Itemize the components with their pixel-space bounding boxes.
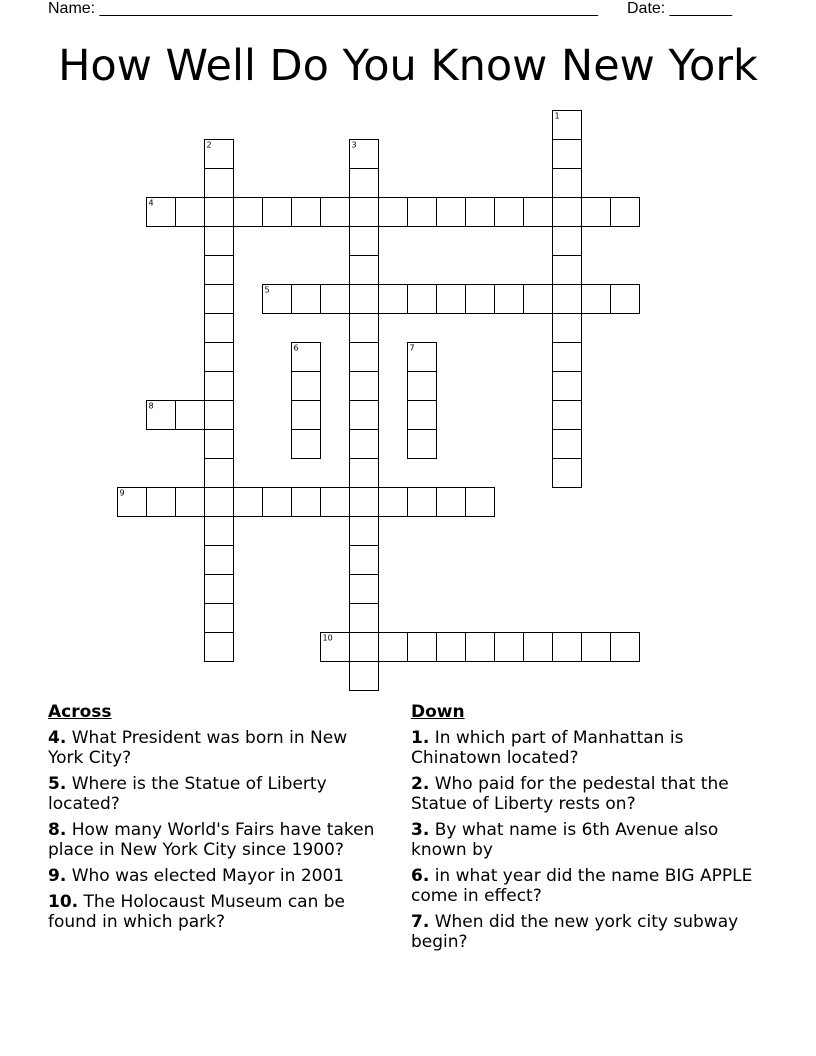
clue-number: 3.	[411, 820, 430, 840]
grid-cell[interactable]	[350, 662, 379, 691]
grid-cell[interactable]	[466, 198, 495, 227]
grid-cell[interactable]	[205, 256, 234, 285]
grid-cell[interactable]	[553, 633, 582, 662]
across-clue	[48, 728, 386, 768]
grid-cell[interactable]	[495, 633, 524, 662]
clue-text: When did the new york city subway begin?	[411, 912, 739, 952]
grid-cell[interactable]	[350, 575, 379, 604]
grid-cell[interactable]	[379, 285, 408, 314]
grid-cell[interactable]	[292, 285, 321, 314]
grid-cell[interactable]	[292, 430, 321, 459]
grid-cell[interactable]	[263, 198, 292, 227]
across-clue	[48, 774, 386, 814]
clue-number: 10.	[48, 892, 79, 912]
grid-cell-number: 3	[351, 140, 357, 150]
grid-cell-number: 10	[322, 633, 333, 643]
clue-text: in what year did the name BIG APPLE come in effect?	[411, 866, 753, 906]
grid-cell[interactable]	[263, 488, 292, 517]
grid-cell[interactable]	[205, 604, 234, 633]
grid-cell[interactable]	[553, 140, 582, 169]
grid-cell[interactable]	[553, 372, 582, 401]
grid-cell-number: 4	[148, 198, 154, 208]
grid-cell[interactable]	[379, 198, 408, 227]
grid-cell[interactable]	[611, 285, 640, 314]
grid-cell[interactable]	[553, 198, 582, 227]
across-heading: Across	[48, 702, 112, 722]
grid-cell[interactable]	[350, 546, 379, 575]
grid-cell[interactable]	[205, 517, 234, 546]
grid-cell[interactable]	[466, 633, 495, 662]
clue-number: 4.	[48, 728, 67, 748]
clue-text: By what name is 6th Avenue also known by	[411, 820, 719, 860]
grid-cell[interactable]	[553, 227, 582, 256]
grid-cell[interactable]	[524, 198, 553, 227]
grid-cell[interactable]	[408, 401, 437, 430]
grid-cell-number: 6	[293, 343, 299, 353]
across-clues	[48, 702, 386, 938]
grid-cell[interactable]	[205, 459, 234, 488]
clue-number: 1.	[411, 728, 430, 748]
grid-cell[interactable]	[350, 198, 379, 227]
grid-cell[interactable]	[611, 198, 640, 227]
clue-text: How many World's Fairs have taken place in New York City since 1900?	[48, 820, 375, 860]
clue-number: 6.	[411, 866, 430, 886]
grid-cell[interactable]	[176, 401, 205, 430]
grid-cell[interactable]	[205, 575, 234, 604]
grid-cell[interactable]	[205, 401, 234, 430]
grid-cell[interactable]	[524, 285, 553, 314]
grid-cell[interactable]	[582, 633, 611, 662]
grid-cell[interactable]	[379, 488, 408, 517]
grid-cell[interactable]	[234, 488, 263, 517]
grid-cell[interactable]	[553, 459, 582, 488]
grid-cell[interactable]	[321, 198, 350, 227]
grid-cell[interactable]	[350, 256, 379, 285]
date-field-label: Date: _______	[627, 0, 732, 17]
grid-cell[interactable]	[524, 633, 553, 662]
grid-cell[interactable]	[350, 285, 379, 314]
grid-cell-number: 5	[264, 285, 270, 295]
grid-cell[interactable]	[611, 633, 640, 662]
down-clue	[411, 866, 761, 906]
grid-cell[interactable]	[408, 430, 437, 459]
grid-cell[interactable]	[205, 372, 234, 401]
clue-number: 5.	[48, 774, 67, 794]
grid-cell[interactable]	[582, 198, 611, 227]
grid-cell[interactable]	[205, 633, 234, 662]
grid-cell[interactable]	[350, 372, 379, 401]
grid-cell[interactable]	[205, 430, 234, 459]
grid-cell[interactable]	[466, 488, 495, 517]
grid-cell-number: 7	[409, 343, 415, 353]
clue-number: 7.	[411, 912, 430, 932]
down-clue	[411, 912, 761, 952]
grid-cell[interactable]	[205, 546, 234, 575]
grid-cell[interactable]	[408, 285, 437, 314]
down-clue-list	[411, 728, 761, 952]
across-clue	[48, 866, 386, 886]
grid-cell[interactable]	[176, 488, 205, 517]
grid-cell[interactable]	[205, 227, 234, 256]
grid-cell[interactable]	[553, 430, 582, 459]
grid-cell[interactable]	[147, 488, 176, 517]
grid-cell[interactable]	[437, 198, 466, 227]
grid-cell[interactable]	[205, 285, 234, 314]
grid-cell[interactable]	[292, 198, 321, 227]
grid-cell[interactable]	[350, 459, 379, 488]
name-field-label: Name: ________________________________________________________	[48, 0, 598, 17]
grid-cell[interactable]	[437, 633, 466, 662]
grid-cell[interactable]	[437, 285, 466, 314]
grid-cell[interactable]	[582, 285, 611, 314]
clue-text: Who was elected Mayor in 2001	[66, 866, 345, 886]
grid-cell[interactable]	[205, 314, 234, 343]
grid-cell[interactable]	[437, 488, 466, 517]
grid-cell[interactable]	[350, 604, 379, 633]
grid-cell[interactable]	[350, 401, 379, 430]
grid-cell[interactable]	[408, 198, 437, 227]
grid-cell[interactable]	[350, 314, 379, 343]
grid-cell[interactable]	[350, 343, 379, 372]
across-clue	[48, 892, 386, 932]
grid-cell[interactable]	[234, 198, 263, 227]
clue-text: The Holocaust Museum can be found in which park?	[48, 892, 346, 932]
down-clue	[411, 774, 761, 814]
down-clue	[411, 728, 761, 768]
clue-number: 8.	[48, 820, 67, 840]
clue-text: What President was born in New York City?	[48, 728, 348, 768]
grid-cell[interactable]	[408, 633, 437, 662]
grid-cell-number: 1	[554, 111, 560, 121]
grid-cell[interactable]	[292, 488, 321, 517]
grid-cell[interactable]	[205, 169, 234, 198]
grid-cell[interactable]	[205, 198, 234, 227]
clue-text: In which part of Manhattan is Chinatown located?	[411, 728, 684, 768]
page-title: How Well Do You Know New York	[58, 41, 758, 91]
grid-cell[interactable]	[553, 343, 582, 372]
grid-cell[interactable]	[350, 227, 379, 256]
grid-cell[interactable]	[205, 488, 234, 517]
clue-number: 9.	[48, 866, 67, 886]
grid-cell[interactable]	[292, 401, 321, 430]
across-clue-list	[48, 728, 386, 932]
grid-cell[interactable]	[495, 285, 524, 314]
grid-cell[interactable]	[495, 198, 524, 227]
clue-text: Who paid for the pedestal that the Statue of Liberty rests on?	[411, 774, 729, 814]
down-clue	[411, 820, 761, 860]
grid-cell[interactable]	[292, 372, 321, 401]
down-clues	[411, 702, 761, 958]
grid-cell[interactable]	[321, 488, 350, 517]
grid-cell[interactable]	[553, 285, 582, 314]
grid-cell[interactable]	[466, 285, 495, 314]
grid-cell[interactable]	[321, 285, 350, 314]
grid-cell[interactable]	[176, 198, 205, 227]
grid-cell[interactable]	[408, 372, 437, 401]
grid-cell[interactable]	[408, 488, 437, 517]
grid-cell[interactable]	[205, 343, 234, 372]
grid-cell-number: 2	[206, 140, 212, 150]
grid-cell[interactable]	[553, 401, 582, 430]
grid-cell[interactable]	[350, 169, 379, 198]
grid-cell[interactable]	[350, 488, 379, 517]
clue-text: Where is the Statue of Liberty located?	[48, 774, 327, 814]
grid-cell[interactable]	[553, 314, 582, 343]
across-clue	[48, 820, 386, 860]
grid-cell-number: 9	[119, 488, 125, 498]
grid-cell[interactable]	[553, 169, 582, 198]
grid-cell[interactable]	[350, 633, 379, 662]
clue-number: 2.	[411, 774, 430, 794]
grid-cell[interactable]	[553, 256, 582, 285]
grid-cell[interactable]	[350, 517, 379, 546]
grid-cell-number: 8	[148, 401, 154, 411]
grid-cell[interactable]	[379, 633, 408, 662]
grid-cell[interactable]	[350, 430, 379, 459]
down-heading: Down	[411, 702, 465, 722]
